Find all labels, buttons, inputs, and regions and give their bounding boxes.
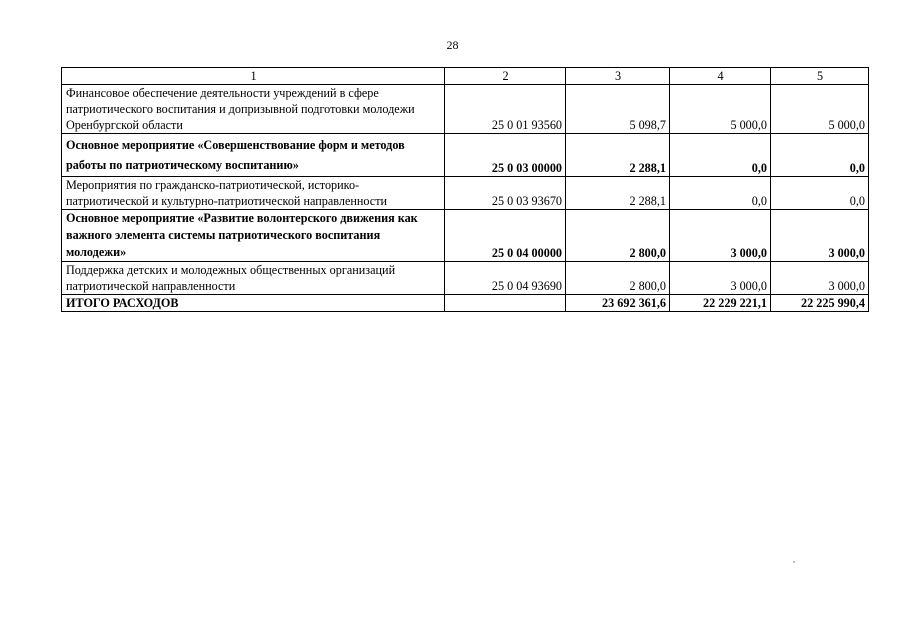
row-value-cell-4: 0,0	[670, 134, 771, 177]
row-code-cell: 25 0 03 93670	[445, 177, 566, 210]
row-value-cell-4: 3 000,0	[670, 262, 771, 295]
row-value-cell-5: 5 000,0	[771, 85, 869, 134]
row-code-cell: 25 0 04 93690	[445, 262, 566, 295]
row-code-cell: 25 0 01 93560	[445, 85, 566, 134]
row-value-cell-4: 5 000,0	[670, 85, 771, 134]
row-value-cell-5: 0,0	[771, 177, 869, 210]
row-value-cell-4: 3 000,0	[670, 210, 771, 262]
row-value-cell-4: 0,0	[670, 177, 771, 210]
row-value-cell-3: 5 098,7	[566, 85, 670, 134]
row-name-cell: Поддержка детских и молодежных общественных организаций патриотической направленности	[62, 262, 445, 295]
total-value-cell-4: 22 229 221,1	[670, 295, 771, 312]
row-name-cell: Основное мероприятие «Совершенствование форм и методов работы по патриотическому воспитанию»	[62, 134, 445, 177]
column-header-5: 5	[771, 68, 869, 85]
row-code-cell: 25 0 03 00000	[445, 134, 566, 177]
row-code-cell: 25 0 04 00000	[445, 210, 566, 262]
total-row	[62, 295, 869, 312]
row-value-cell-5: 3 000,0	[771, 262, 869, 295]
budget-table	[61, 67, 869, 312]
total-value-cell-5: 22 225 990,4	[771, 295, 869, 312]
row-name-cell: Основное мероприятие «Развитие волонтерского движения как важного элемента системы патриотического воспитания молодежи»	[62, 210, 445, 262]
total-value-cell-3: 23 692 361,6	[566, 295, 670, 312]
row-name-cell: Финансовое обеспечение деятельности учреждений в сфере патриотического воспитания и допризывной подготовки молодежи Оренбургской области	[62, 85, 445, 134]
table-row-main-event	[62, 210, 869, 262]
total-code-cell	[445, 295, 566, 312]
row-value-cell-5: 3 000,0	[771, 210, 869, 262]
row-value-cell-3: 2 800,0	[566, 262, 670, 295]
row-value-cell-3: 2 800,0	[566, 210, 670, 262]
row-value-cell-3: 2 288,1	[566, 177, 670, 210]
column-header-1: 1	[62, 68, 445, 85]
row-value-cell-3: 2 288,1	[566, 134, 670, 177]
row-name-cell: Мероприятия по гражданско-патриотической, историко-патриотической и культурно-патриотической направленности	[62, 177, 445, 210]
header-row	[62, 68, 869, 85]
total-label-cell: ИТОГО РАСХОДОВ	[62, 295, 445, 312]
column-header-4: 4	[670, 68, 771, 85]
row-value-cell-5: 0,0	[771, 134, 869, 177]
page-number: 28	[446, 38, 459, 52]
table-row	[62, 85, 869, 134]
column-header-2: 2	[445, 68, 566, 85]
column-header-3: 3	[566, 68, 670, 85]
table-row	[62, 177, 869, 210]
scan-speck	[793, 561, 795, 563]
table-row-main-event	[62, 134, 869, 177]
table-row	[62, 262, 869, 295]
